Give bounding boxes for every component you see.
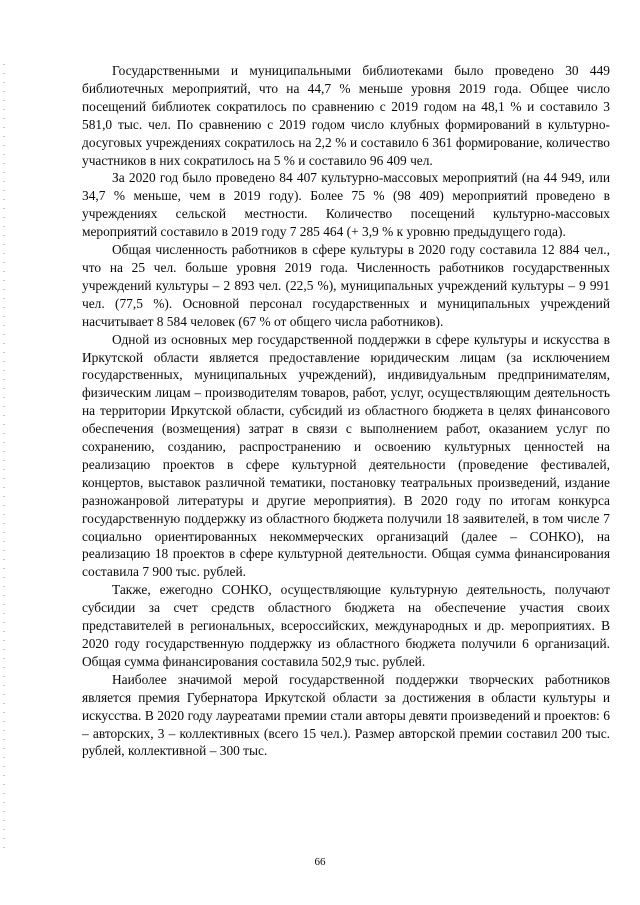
paragraph-state-support: Одной из основных мер государственной поддержки в сфере культуры и искусства в Иркутской области является предоставление юридическим лицам (за исключением государственных, муниципальных учреждений), индивидуальным предпринимателям, физическим лицам – производителям товаров, работ, услуг, осуществляющим деятельность на территории Иркутской области, субсидий из областного бюджета в целях финансового обеспечения (возмещения) затрат в связи с выполнением работ, оказанием услуг по сохранению, созданию, распространению и освоению культурных ценностей на реализацию проектов в сфере культурной деятельности (проведение фестивалей, концертов, выставок различной тематики, постановку театральных произведений, издание разножанровой литературы и другие мероприятия). В 2020 году по итогам конкурса государственную поддержку из областного бюджета получили 18 заявителей, в том числе 7 социально ориентированных некоммерческих организаций (далее – СОНКО), на реализацию 18 проектов в сфере культурной деятельности. Общая сумма финансирования составила 7 900 тыс. рублей. <box>82 331 610 580</box>
paragraph-libraries: Государственными и муниципальными библиотеками было проведено 30 449 библиотечных мероприятий, что на 44,7 % меньше уровня 2019 года. Общее число посещений библиотек сократилось по сравнению с 2019 годом на 48,1 % и составило 3 581,0 тыс. чел. По сравнению с 2019 годом число клубных формирований в культурно-досуговых учреждениях сократилось на 2,2 % и составило 6 361 формирование, количество участников в них сократилось на 5 % и составило 96 409 чел. <box>82 63 610 168</box>
document-body <box>82 62 610 760</box>
paragraph-sonko-subsidies: Также, ежегодно СОНКО, осуществляющие культурную деятельность, получают субсидии за счет средств областного бюджета на обеспечение участия своих представителей в региональных, всероссийских, международных и др. мероприятиях. В 2020 году государственную поддержку из областного бюджета получили 6 организаций. Общая сумма финансирования составила 502,9 тыс. рублей. <box>82 582 610 669</box>
paragraph-cultural-events: За 2020 год было проведено 84 407 культурно-массовых мероприятий (на 44 949, или 34,7 % меньше, чем в 2019 году). Более 75 % (98 409) мероприятий проведено в учреждениях сельской местности. Количество посещений культурно-массовых мероприятий составило в 2019 году 7 285 464 (+ 3,9 % к уровню предыдущего года). <box>82 170 610 240</box>
paragraph-workforce: Общая численность работников в сфере культуры в 2020 году составила 12 884 чел., что на 25 чел. больше уровня 2019 года. Численность работников государственных учреждений культуры – 2 893 чел. (22,5 %), муниципальных учреждений культуры – 9 991 чел. (77,5 %). Основной персонал государственных и муниципальных учреждений насчитывает 8 584 человек (67 % от общего числа работников). <box>82 242 610 329</box>
scan-margin-dots <box>3 60 5 850</box>
page-number: 66 <box>314 856 326 868</box>
paragraph-governor-prize: Наиболее значимой мерой государственной поддержки творческих работников является премия Губернатора Иркутской области за достижения в области культуры и искусства. В 2020 году лауреатами премии стали авторы девяти произведений и проектов: 6 – авторских, 3 – коллективных (всего 15 чел.). Размер авторской премии составил 200 тыс. рублей, коллективной – 300 тыс. <box>82 671 610 759</box>
